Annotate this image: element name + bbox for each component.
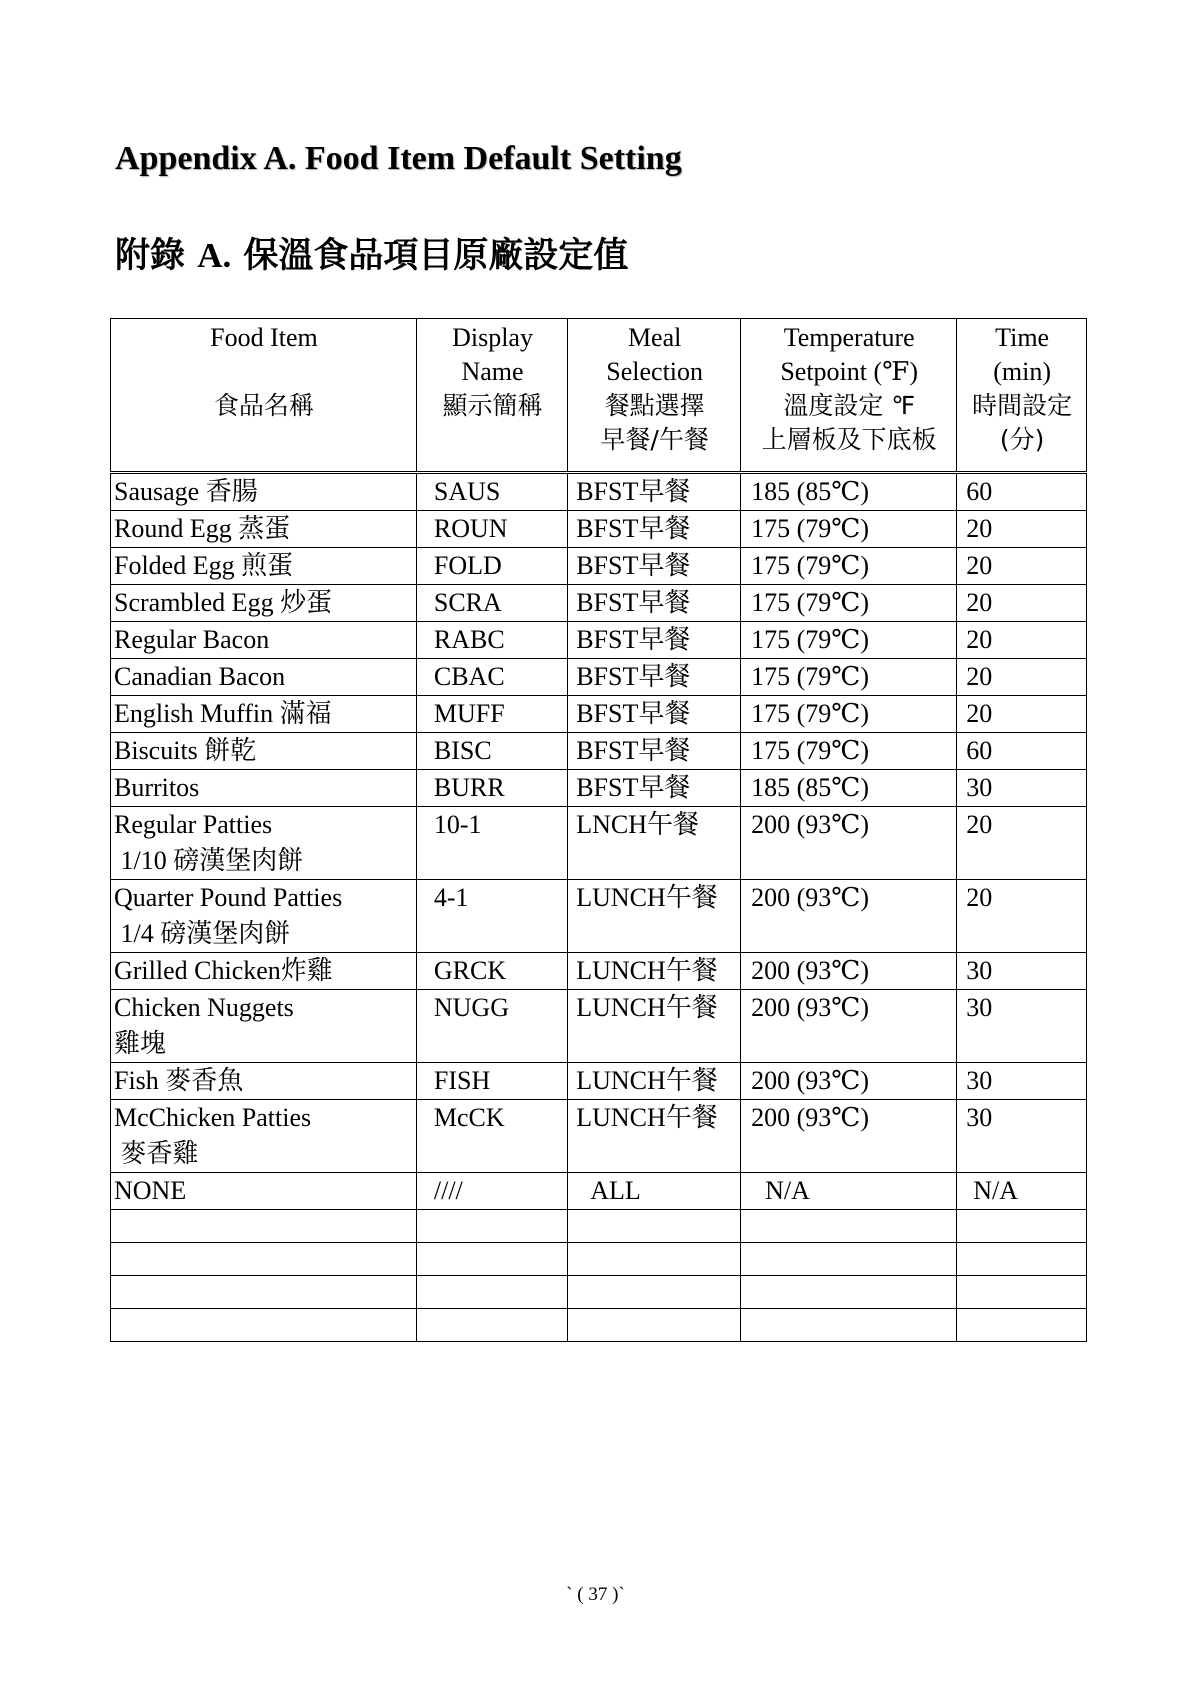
title-zh-text: 保溫食品項目原廠設定值	[243, 236, 629, 276]
temperature-cell: 175 (79℃)	[741, 733, 957, 770]
meal-selection-cell: BFST早餐	[568, 622, 741, 659]
temperature-cell: 200 (93℃)	[741, 1100, 957, 1173]
header-food-item-zh: 食品名稱	[213, 391, 314, 420]
table-row	[111, 990, 1087, 1063]
time-cell: 30	[957, 770, 1087, 807]
temperature-cell: 175 (79℃)	[741, 696, 957, 733]
food-item-cell	[111, 1063, 417, 1100]
food-item-cell	[111, 659, 417, 696]
food-item-cell	[111, 473, 417, 511]
meal-selection-cell: LUNCH午餐	[568, 1063, 741, 1100]
food-item-cell	[111, 1100, 417, 1173]
empty-cell	[111, 1309, 417, 1342]
display-name-cell: SCRA	[416, 585, 567, 622]
display-name-cell: FOLD	[416, 548, 567, 585]
title-zh-prefix: 附錄	[115, 236, 186, 276]
time-cell: 60	[957, 733, 1087, 770]
header-meal-en-1: Meal	[627, 323, 682, 352]
time-cell: 20	[957, 622, 1087, 659]
header-temp-en-2: Setpoint (℉)	[780, 357, 919, 386]
table-row	[111, 880, 1087, 953]
temperature-cell: 200 (93℃)	[741, 990, 957, 1063]
empty-cell	[568, 1276, 741, 1309]
table-row	[111, 953, 1087, 990]
food-item-name: Fish 麥香魚	[114, 1066, 244, 1095]
table-row	[111, 696, 1087, 733]
display-name-cell: McCK	[416, 1100, 567, 1173]
empty-cell	[568, 1243, 741, 1276]
temperature-cell: 175 (79℃)	[741, 511, 957, 548]
food-item-name-line2: 雞塊	[114, 1029, 167, 1058]
table-row	[111, 1063, 1087, 1100]
food-item-name: Burritos	[114, 773, 200, 802]
meal-selection-cell: BFST早餐	[568, 770, 741, 807]
table-row	[111, 659, 1087, 696]
food-item-name: Biscuits 餅乾	[114, 736, 257, 765]
header-temp-zh-2: 上層板及下底板	[761, 425, 937, 454]
food-item-name: Regular Patties	[114, 810, 273, 839]
display-name-cell: GRCK	[416, 953, 567, 990]
meal-selection-cell: BFST早餐	[568, 473, 741, 511]
display-name-cell: RABC	[416, 622, 567, 659]
header-spacer	[114, 355, 414, 389]
empty-cell	[568, 1210, 741, 1243]
title-zh-label: A.	[197, 236, 232, 275]
food-item-name-line2: 1/10 磅漢堡肉餅	[114, 846, 304, 875]
temperature-cell: 200 (93℃)	[741, 880, 957, 953]
temperature-cell: 175 (79℃)	[741, 622, 957, 659]
header-meal-en-2: Selection	[606, 357, 704, 386]
food-item-name: Scrambled Egg 炒蛋	[114, 588, 333, 617]
time-cell: 30	[957, 953, 1087, 990]
time-cell: 20	[957, 511, 1087, 548]
display-name-cell: ROUN	[416, 511, 567, 548]
food-item-name: McChicken Patties	[114, 1103, 312, 1132]
temperature-cell: 185 (85℃)	[741, 473, 957, 511]
table-body	[111, 473, 1087, 1342]
meal-selection-cell: BFST早餐	[568, 511, 741, 548]
header-time	[957, 319, 1087, 473]
food-item-name-line2: 麥香雞	[114, 1139, 199, 1168]
food-item-cell	[111, 880, 417, 953]
food-settings-table	[110, 318, 1087, 1342]
empty-cell	[741, 1309, 957, 1342]
empty-cell	[741, 1276, 957, 1309]
food-item-name: English Muffin 滿福	[114, 699, 332, 728]
empty-cell	[957, 1243, 1087, 1276]
display-name-cell: FISH	[416, 1063, 567, 1100]
time-cell: N/A	[957, 1173, 1087, 1210]
header-time-en-2: (min)	[993, 357, 1052, 386]
food-item-cell	[111, 548, 417, 585]
display-name-cell: BURR	[416, 770, 567, 807]
display-name-cell: NUGG	[416, 990, 567, 1063]
page-title: Appendix A. Food Item Default Setting	[115, 140, 682, 177]
food-item-name-line2: 1/4 磅漢堡肉餅	[114, 919, 291, 948]
temperature-cell: 200 (93℃)	[741, 807, 957, 880]
display-name-cell: ////	[416, 1173, 567, 1210]
header-time-en-1: Time	[995, 323, 1050, 352]
header-display-en-1: Display	[452, 323, 533, 352]
empty-table-row	[111, 1210, 1087, 1243]
empty-cell	[416, 1276, 567, 1309]
time-cell: 20	[957, 585, 1087, 622]
meal-selection-cell: LNCH午餐	[568, 807, 741, 880]
header-food-item-en: Food Item	[210, 323, 318, 352]
empty-cell	[416, 1309, 567, 1342]
header-time-zh-1: 時間設定	[972, 391, 1073, 420]
food-item-name: Quarter Pound Patties	[114, 883, 343, 912]
display-name-cell: 4-1	[416, 880, 567, 953]
empty-table-row	[111, 1276, 1087, 1309]
meal-selection-cell: BFST早餐	[568, 659, 741, 696]
meal-selection-cell: LUNCH午餐	[568, 990, 741, 1063]
header-temp-zh-1: 溫度設定 ℉	[783, 391, 916, 420]
time-cell: 30	[957, 1063, 1087, 1100]
meal-selection-cell: BFST早餐	[568, 548, 741, 585]
empty-cell	[957, 1276, 1087, 1309]
food-item-name: Grilled Chicken炸雞	[114, 956, 333, 985]
food-item-cell	[111, 770, 417, 807]
food-item-name: Canadian Bacon	[114, 662, 286, 691]
food-item-cell	[111, 953, 417, 990]
food-item-cell	[111, 807, 417, 880]
table-row	[111, 1100, 1087, 1173]
time-cell: 30	[957, 1100, 1087, 1173]
display-name-cell: SAUS	[416, 473, 567, 511]
table-row	[111, 807, 1087, 880]
food-item-name: Regular Bacon	[114, 625, 270, 654]
display-name-cell: BISC	[416, 733, 567, 770]
header-temperature	[741, 319, 957, 473]
header-temp-en-1: Temperature	[783, 323, 915, 352]
empty-table-row	[111, 1243, 1087, 1276]
temperature-cell: 175 (79℃)	[741, 585, 957, 622]
meal-selection-cell: BFST早餐	[568, 696, 741, 733]
table-row	[111, 733, 1087, 770]
meal-selection-cell: LUNCH午餐	[568, 953, 741, 990]
table-row	[111, 770, 1087, 807]
meal-selection-cell: BFST早餐	[568, 585, 741, 622]
display-name-cell: MUFF	[416, 696, 567, 733]
header-meal-zh-2: 早餐/午餐	[600, 425, 709, 454]
time-cell: 20	[957, 659, 1087, 696]
empty-cell	[111, 1243, 417, 1276]
page-number: ` ( 37 )`	[566, 1584, 625, 1605]
food-item-cell	[111, 585, 417, 622]
empty-table-row	[111, 1309, 1087, 1342]
temperature-cell: 185 (85℃)	[741, 770, 957, 807]
empty-cell	[111, 1210, 417, 1243]
table-row	[111, 473, 1087, 511]
food-item-name: Round Egg 蒸蛋	[114, 514, 291, 543]
food-item-name: Sausage 香腸	[114, 477, 258, 506]
empty-cell	[741, 1243, 957, 1276]
display-name-cell: 10-1	[416, 807, 567, 880]
food-item-name: NONE	[114, 1176, 187, 1205]
time-cell: 30	[957, 990, 1087, 1063]
meal-selection-cell: LUNCH午餐	[568, 880, 741, 953]
header-meal-selection	[568, 319, 741, 473]
temperature-cell: 200 (93℃)	[741, 1063, 957, 1100]
table-row	[111, 511, 1087, 548]
table-row	[111, 585, 1087, 622]
food-item-cell	[111, 511, 417, 548]
food-item-cell	[111, 733, 417, 770]
empty-cell	[741, 1210, 957, 1243]
time-cell: 20	[957, 548, 1087, 585]
food-item-cell	[111, 696, 417, 733]
time-cell: 20	[957, 807, 1087, 880]
temperature-cell: 200 (93℃)	[741, 953, 957, 990]
time-cell: 20	[957, 696, 1087, 733]
table-row	[111, 548, 1087, 585]
page-title-chinese	[115, 228, 628, 278]
food-item-cell	[111, 990, 417, 1063]
header-display-en-2: Name	[461, 357, 524, 386]
temperature-cell: 175 (79℃)	[741, 548, 957, 585]
empty-cell	[957, 1309, 1087, 1342]
food-item-name: Folded Egg 煎蛋	[114, 551, 294, 580]
empty-cell	[111, 1276, 417, 1309]
header-time-zh-2: (分)	[999, 425, 1045, 454]
temperature-cell: 175 (79℃)	[741, 659, 957, 696]
header-meal-zh-1: 餐點選擇	[604, 391, 705, 420]
meal-selection-cell: LUNCH午餐	[568, 1100, 741, 1173]
empty-cell	[416, 1243, 567, 1276]
table-row	[111, 622, 1087, 659]
empty-cell	[568, 1309, 741, 1342]
header-food-item	[111, 319, 417, 473]
empty-cell	[957, 1210, 1087, 1243]
food-item-cell	[111, 1173, 417, 1210]
food-item-cell	[111, 622, 417, 659]
header-display-zh: 顯示簡稱	[442, 391, 543, 420]
food-item-name: Chicken Nuggets	[114, 993, 294, 1022]
header-display-name	[416, 319, 567, 473]
time-cell: 20	[957, 880, 1087, 953]
time-cell: 60	[957, 473, 1087, 511]
meal-selection-cell: ALL	[568, 1173, 741, 1210]
table-header-row	[111, 319, 1087, 473]
temperature-cell: N/A	[741, 1173, 957, 1210]
empty-cell	[416, 1210, 567, 1243]
table-row	[111, 1173, 1087, 1210]
display-name-cell: CBAC	[416, 659, 567, 696]
meal-selection-cell: BFST早餐	[568, 733, 741, 770]
